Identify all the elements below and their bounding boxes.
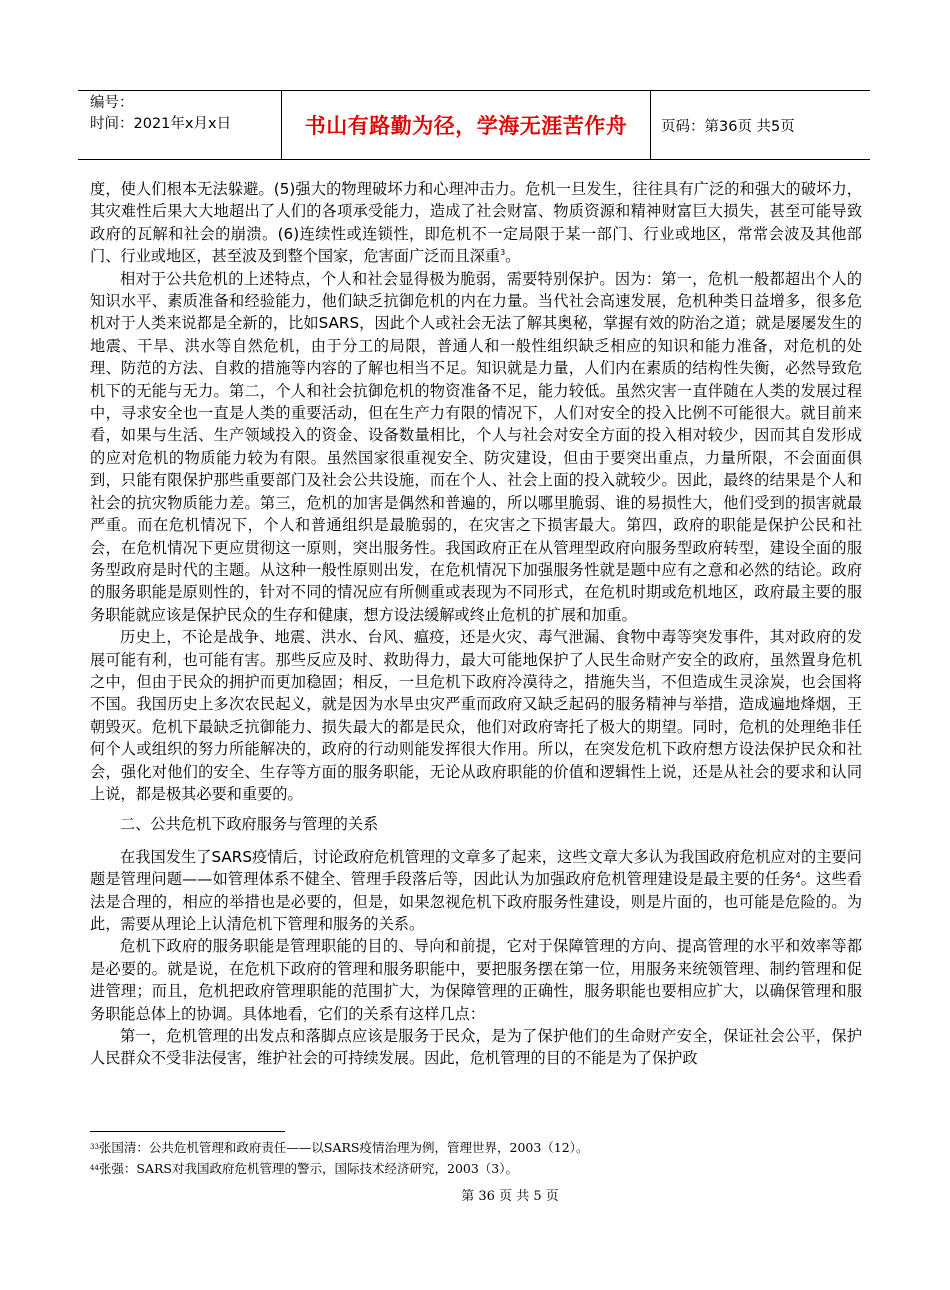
- paragraph-4-text: 在我国发生了SARS疫情后，讨论政府危机管理的文章多了起来，这些文章大多认为我国政府危机应对的主要问题是管理问题——如管理体系不健全、管理手段落后等，因此认为加强政府危机管理建设是最主要的任务: [90, 847, 862, 889]
- paragraph-5: 危机下政府的服务职能是管理职能的目的、导向和前提，它对于保障管理的方向、提高管理的水平和效率等都是必要的。就是说，在危机下政府的管理和服务职能中，要把服务摆在第一位，用服务来统领管理、制约管理和促进管理；而且，危机把政府管理职能的范围扩大，为保障管理的正确性，服务职能也要相应扩大，以确保管理和服务职能总体上的协调。具体地看，它们的关系有这样几点：: [90, 937, 862, 1023]
- footnote-2-text: 张强：SARS对我国政府危机管理的警示，国际技术经济研究，2003（3）。: [98, 1161, 519, 1176]
- paragraph-2: 相对于公共危机的上述特点，个人和社会显得极为脆弱，需要特别保护。因为：第一，危机一般都超出个人的知识水平、素质准备和经验能力，他们缺乏抗御危机的内在力量。当代社会高速发展，危机种类日益增多，很多危机对于人类来说都是全新的，比如SARS，因此个人或社会无法了解其奥秘，掌握有效的防治之道；就是屡屡发生的地震、干旱、洪水等自然危机，由于分工的局限，普通人和一般性组织缺乏相应的知识和能力准备，对危机的处理、防范的方法、自救的措施等内容的了解也相当不足。知识就是力量，人们内在素质的结构性失衡，必然导致危机下的无能与无力。第二，个人和社会抗御危机的物资准备不足，能力较低。虽然灾害一直伴随在人类的发展过程中，寻求安全也一直是人类的重要活动，但在生产力有限的情况下，人们对安全的投入比例不可能很大。就目前来看，如果与生活、生产领域投入的资金、设备数量相比，个人与社会对安全方面的投入相对较少，因而其自发形成的应对危机的物质能力较为有限。虽然国家很重视安全、防灾建设，但由于要突出重点，力量所限，不会面面俱到，只能有限保护那些重要部门及社会公共设施，而在个人、社会上面的投入就较少。因此，最终的结果是个人和社会的抗灾物质能力差。第三，危机的加害是偶然和普遍的，所以哪里脆弱、谁的易损性大，他们受到的损害就最严重。而在危机情况下，个人和普通组织是最脆弱的，在灾害之下损害最大。第四，政府的职能是保护公民和社会，在危机情况下更应贯彻这一原则，突出服务性。我国政府正在从管理型政府向服务型政府转型，建设全面的服务型政府是时代的主题。从这种一般性原则出发，在危机情况下加强服务性就是题中应有之意和必然的结论。政府的服务职能是原则性的，针对不同的情况应有所侧重或表现为不同形式，在危机时期或危机地区，政府最主要的服务职能就应该是保护民众的生存和健康，想方设法缓解或终止危机的扩展和加重。: [90, 269, 862, 624]
- paragraph-6: 第一，危机管理的出发点和落脚点应该是服务于民众，是为了保护他们的生命财产安全，保证社会公平，保护人民群众不受非法侵害，维护社会的可持续发展。因此，危机管理的目的不能是为了保护政: [90, 1027, 862, 1068]
- footnote-divider: [90, 1131, 285, 1132]
- paragraph-1-end: 。: [505, 247, 521, 266]
- paragraph-4-end: 。这些看法是合理的，相应的举措也是必要的，但是，如果忽视危机下政府服务性建设，则是片面的，也可能是危险的。为此，需要从理论上认清危机下管理和服务的关系。: [90, 870, 863, 933]
- footnote-1-text: 张国清：公共危机管理和政府责任——以SARS疫情治理为例，管理世界，2003（12）。: [98, 1140, 589, 1155]
- paragraph-1-text: 度，使人们根本无法躲避。(5)强大的物理破坏力和心理冲击力。危机一旦发生，往往具有广泛的和强大的破坏力，其灾难性后果大大地超出了人们的各项承受能力，造成了社会财富、物质资源和精神财富巨大损失，甚至可能导致政府的瓦解和社会的崩溃。(6)连续性或连锁性，即危机不一定局限于某一部门、行业或地区，常常会波及其他部门、行业或地区，甚至波及到整个国家，危害面广泛而且深重: [90, 180, 862, 266]
- document-body: [90, 178, 862, 1070]
- paragraph-3: 历史上，不论是战争、地震、洪水、台风、瘟疫，还是火灾、毒气泄漏、食物中毒等突发事件，其对政府的发展可能有利，也可能有害。那些反应及时、救助得力，最大可能地保护了人民生命财产安全的政府，虽然置身危机之中，但由于民众的拥护而更加稳固；相反，一旦危机下政府冷漠待之，措施失当，不但造成生灵涂炭，也会国将不国。我国历史上多次农民起义，就是因为水旱虫灾严重而政府又缺乏起码的服务精神与举措，造成遍地烽烟，王朝毁灭。危机下最缺乏抗御能力、损失最大的都是民众，他们对政府寄托了极大的期望。同时，危机的处理绝非任何个人或组织的努力所能解决的，政府的行动则能发挥很大作用。所以，在突发危机下政府想方设法保护民众和社会，强化对他们的安全、生存等方面的服务职能，无论从政府职能的价值和逻辑性上说，还是从社会的要求和认同上说，都是极其必要和重要的。: [90, 628, 862, 803]
- section-heading: 二、公共危机下政府服务与管理的关系: [120, 815, 379, 834]
- footnote-2: [90, 1158, 862, 1179]
- footnote-ref-3: 3: [500, 248, 506, 258]
- footnote-2-mark: 44: [90, 1164, 99, 1172]
- document-header: [78, 90, 870, 160]
- header-page-label: 页码：第36页 共5页: [661, 118, 795, 135]
- paragraph-4: [90, 846, 862, 936]
- footnote-1: [90, 1137, 862, 1158]
- date-label: 时间：2021年x月x日: [90, 116, 232, 132]
- page-footer: 第 36 页 共 5 页: [461, 1189, 559, 1204]
- footnote-ref-4: 4: [795, 871, 801, 881]
- header-motto: 书山有路勤为径，学海无涯苦作舟: [281, 91, 651, 159]
- footnotes: [90, 1137, 862, 1179]
- paragraph-1: [90, 178, 862, 268]
- footnote-1-mark: 33: [90, 1143, 99, 1151]
- header-meta: [78, 91, 281, 159]
- code-label: 编号：: [90, 95, 134, 111]
